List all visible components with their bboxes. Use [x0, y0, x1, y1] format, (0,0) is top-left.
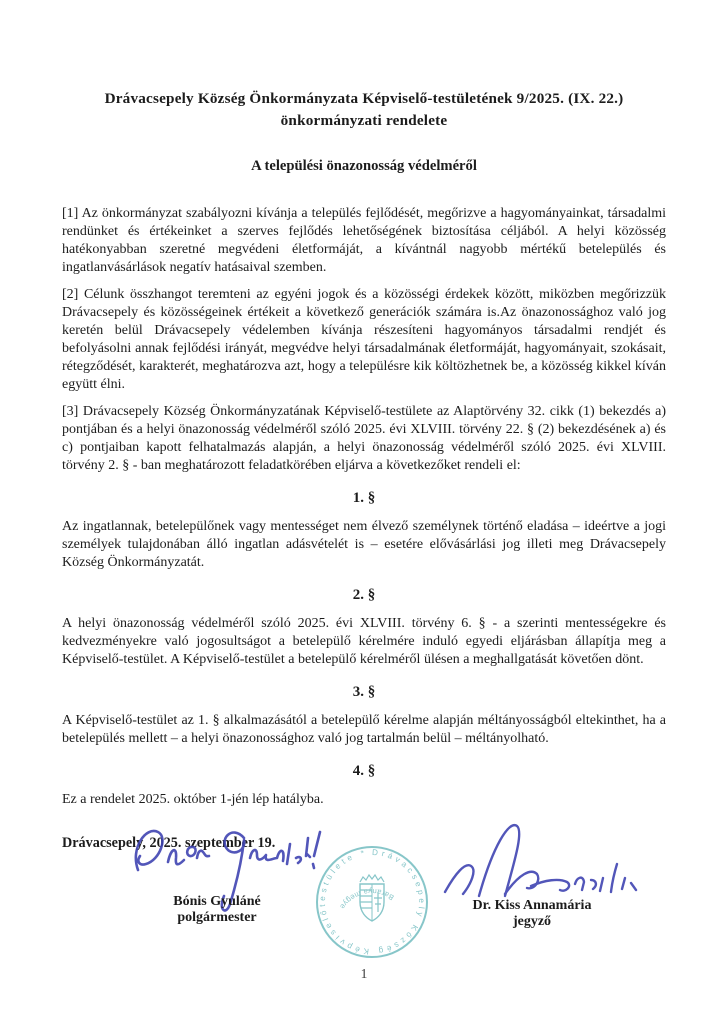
preamble-paragraph-1: [1] Az önkormányzat szabályozni kívánja a település fejlődését, megőrizve a hagyományainkat, társadalmi rendünket és értékeinket a szerves fejlődés lehetőségének biztosítása céljából. A helyi közösség hatékonyabban szeretné megvédeni életformáját, a kívántnál nagyobb mértékű betelepülés és ingatlanvásárlások negatív hatásaival szemben. — [62, 206, 666, 276]
section-2 — [62, 587, 666, 669]
section-4-heading: 4. § — [352, 763, 376, 780]
section-3-body: A Képviselő-testület az 1. § alkalmazásától a betelepülő kérelme alapján méltányosságból eltekinthet, ha a betelepülés mellett – a helyi önazonossághoz való jog tartalmán belül – méltányolható. — [62, 713, 666, 747]
notary-signature-block — [417, 898, 647, 930]
mayor-name: Bónis Gyuláné — [173, 894, 261, 910]
preamble-paragraph-2: [2] Célunk összhangot teremteni az egyéni jogok és a közösségi érdekek között, miközben megőrizzük Drávacsepely és közösségeinek értékeit a következő generációk számára is.Az önazonossághoz való jog keretén belül Drávacsepely védelemben kívánja részesíteni hagyományos társadalmi rendjét és befolyásolni annak fejlődési irányát, megvédve helyi társadalmának életformáját, hagyományait, szokásait, rétegződését, karakterét, meghatározva azt, hogy a településre kik költözhetnek be, a közösség kikkel kíván együtt élni. — [62, 287, 666, 393]
preamble — [62, 205, 666, 475]
municipal-stamp — [310, 840, 434, 964]
section-2-body: A helyi önazonosság védelméről szóló 2025. évi XLVIII. törvény 6. § - a szerinti mentességekre és kedvezményekre való jogosultságot a betelepülő kérelmére induló egyedi eljárásban állapítja meg a Képviselő-testület. A Képviselő-testület a betelepülő kérelméről ülésen a meghallgatását követően dönt. — [62, 616, 666, 668]
document-subtitle: A települési önazonosság védelméről — [251, 158, 477, 175]
section-1-body: Az ingatlannak, betelepülőnek vagy mentességet nem élvező személynek történő eladása – ideértve a jogi személyek tulajdonában álló ingatlan adásvételét is – esetére elővásárlási jog illeti meg Drávacsepely Község Önkormányzatát. — [62, 519, 666, 571]
section-3-heading: 3. § — [352, 684, 376, 701]
section-1 — [62, 490, 666, 572]
coat-of-arms — [360, 875, 384, 921]
section-2-heading: 2. § — [352, 587, 376, 604]
section-4-body: Ez a rendelet 2025. október 1-jén lép hatályba. — [62, 792, 324, 808]
section-3 — [62, 684, 666, 748]
date-line: Drávacsepely, 2025. szeptember 19. — [62, 835, 276, 852]
stamp-ring-text: Drávacsepely Község Képviselőtestülete * — [317, 848, 427, 957]
page-number: 1 — [360, 966, 368, 982]
signature-area — [62, 848, 666, 964]
mayor-title: polgármester — [177, 910, 257, 926]
notary-name: Dr. Kiss Annamária — [472, 898, 592, 914]
section-1-heading: 1. § — [352, 490, 376, 507]
stamp-inner-text: Baranya megye — [337, 887, 396, 912]
mayor-signature-block — [107, 894, 327, 926]
section-4 — [62, 763, 666, 809]
notary-title: jegyző — [512, 914, 552, 930]
preamble-paragraph-3: [3] Drávacsepely Község Önkormányzatának Képviselő-testülete az Alaptörvény 32. cikk (1) bekezdés a) pontjában és a helyi önazonosság védelméről szóló 2025. évi XLVIII. törvény 22. § (2) bekezdésének a) és c) pontjaiban kapott felhatalmazás alapján, a helyi önazonosság védelméről szóló 2025. évi XLVIII. törvény 2. § - ban meghatározott feladatkörében eljárva a következőket rendeli el: — [62, 404, 666, 474]
document-title: Drávacsepely Község Önkormányzata Képviselő-testületének 9/2025. (IX. 22.) önkormányzati rendelete — [104, 90, 624, 129]
